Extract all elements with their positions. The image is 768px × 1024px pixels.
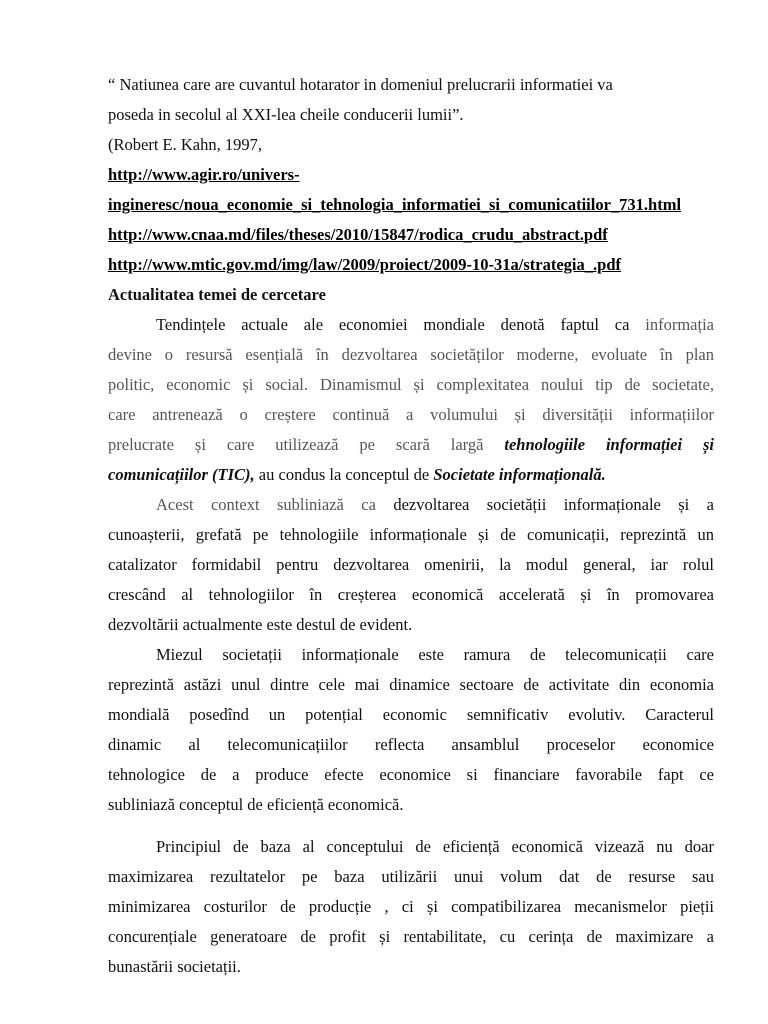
p1-text: Tendințele actuale ale economiei mondiale denotă faptul ca [156,315,646,334]
p1-l5-text: prelucrate și care utilizează pe scară largă [108,435,505,454]
p1-line-4: care antrenează o creștere continuă a volumului și diversității informațiilor [108,405,714,424]
p3-line-4: dinamic al telecomunicațiilor reflecta ansamblul proceselor economice [108,735,714,754]
paragraph-2 [108,490,714,640]
p1-l6-emph: comunicațiilor (TIC), [108,465,255,484]
p2-line-3: catalizator formidabil pentru dezvoltarea omenirii, la modul general, iar rolul [108,555,714,574]
p3-line-6: subliniază conceptul de eficiență economică. [108,795,404,814]
p1-l6-emph-2: Societate informațională. [433,465,606,484]
p1-l5-emph: tehnologiile informației și [504,435,715,454]
p3-line-3: mondială posedînd un potențial economic semnificativ evolutiv. Caracterul [108,705,714,724]
quote-source: (Robert E. Kahn, 1997, [108,135,262,154]
p2-l1-rest: dezvoltarea societății informaționale și a [393,495,714,514]
p2-line-5: dezvoltării actualmente este destul de evident. [108,615,413,634]
link-cnaa[interactable]: http://www.cnaa.md/files/theses/2010/15847/rodica_crudu_abstract.pdf [108,225,608,244]
paragraph-3 [108,640,714,820]
paragraph-1 [108,310,714,490]
p4-line-5: bunastării societații. [108,957,241,976]
link-agir-1[interactable]: http://www.agir.ro/univers- [108,165,300,184]
p4-line-4: concurențiale generatoare de profit și rentabilitate, cu cerința de maximizare a [108,927,714,946]
link-agir-2[interactable]: ingineresc/noua_economie_si_tehnologia_informatiei_si_comunicatiilor_731.html [108,195,682,214]
p2-line-2: cunoașterii, grefată pe tehnologiile informaționale și de comunicații, reprezintă un [108,525,714,544]
p4-line-2: maximizarea rezultatelor pe baza utilizării unui volum dat de resurse sau [108,867,714,886]
quote-line-1: “ Natiunea care are cuvantul hotarator in domeniul prelucrarii informatiei va [108,75,613,94]
p2-line-1 [108,490,714,520]
p1-line-3: politic, economic și social. Dinamismul și complexitatea noului tip de societate, [108,375,714,394]
p3-line-1: Miezul societații informaționale este ramura de telecomunicații care [156,645,714,664]
p3-line-2: reprezintă astăzi unul dintre cele mai dinamice sectoare de activitate din economia [108,675,714,694]
p4-line-3: minimizarea costurilor de producție , ci și compatibilizarea mecanismelor pieții [108,897,714,916]
p2-line-4: crescând al tehnologiilor în creșterea economică accelerată și în promovarea [108,585,714,604]
p1-l6-text: au condus la conceptul de [254,465,434,484]
p2-text: Acest context subliniază ca [156,495,394,514]
paragraph-4 [108,832,714,982]
section-heading: Actualitatea temei de cercetare [108,285,326,304]
p4-line-1: Principiul de baza al conceptului de eficiență economică vizează nu doar [156,837,714,856]
p1-line-6 [108,460,714,490]
p1-line-2: devine o resursă esențială în dezvoltarea societăților moderne, evoluate în plan [108,345,714,364]
p1-line-5 [108,430,714,460]
p1-highlight: informația [645,315,714,334]
link-mtic[interactable]: http://www.mtic.gov.md/img/law/2009/proiect/2009-10-31a/strategia_.pdf [108,255,621,274]
p3-line-5: tehnologice de a produce efecte economice si financiare favorabile fapt ce [108,765,714,784]
p1-line-1 [108,310,714,340]
quote-line-2: poseda in secolul al XXI-lea cheile conducerii lumii”. [108,105,464,124]
